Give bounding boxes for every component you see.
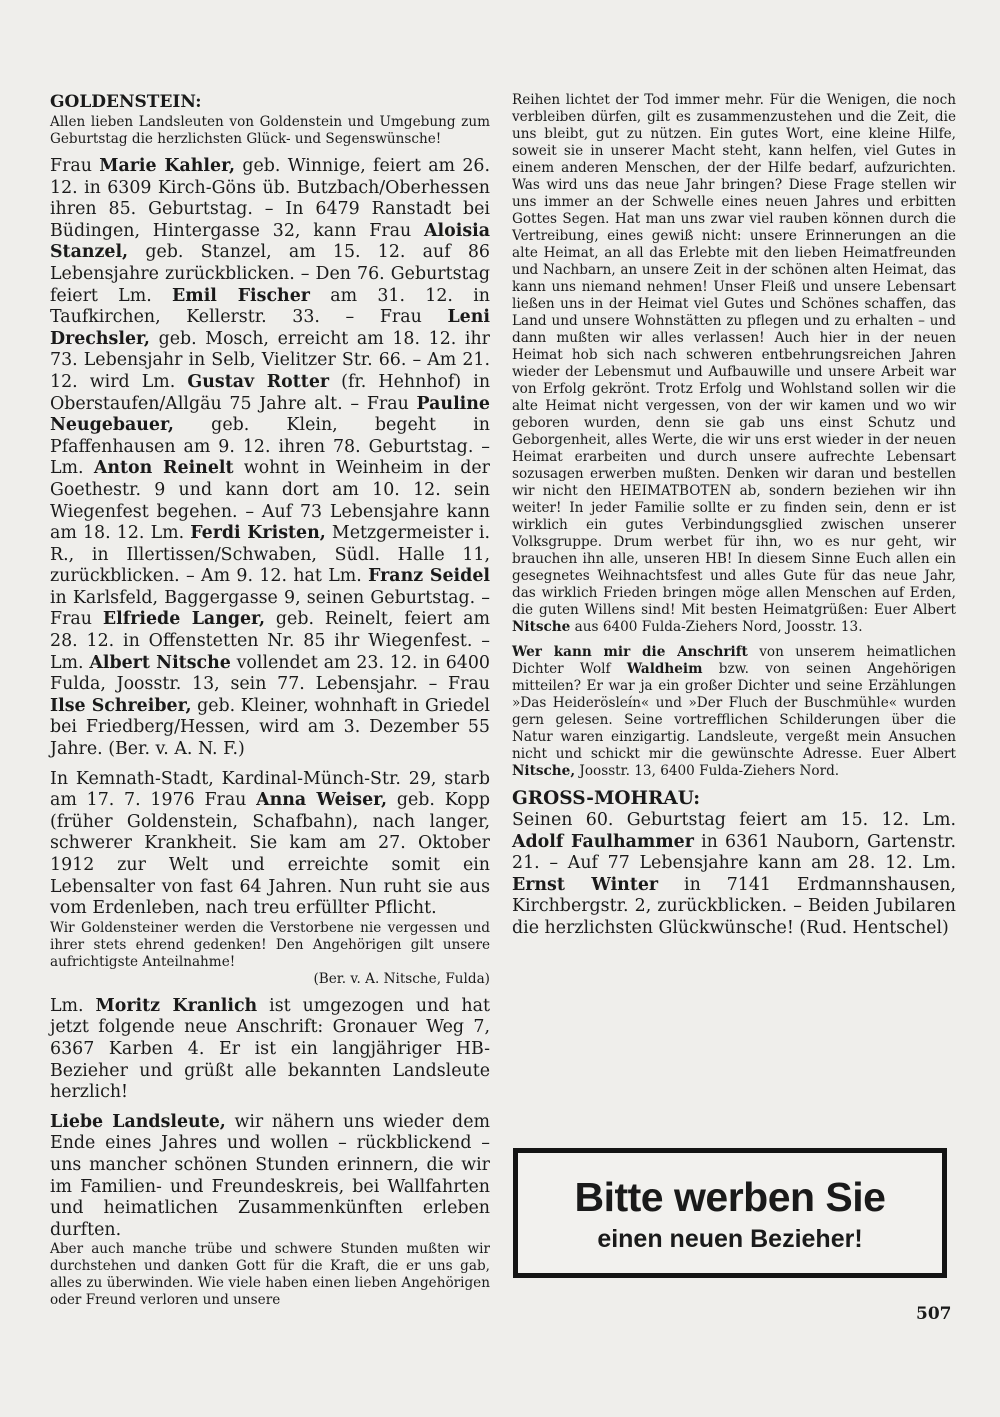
anschrift-name: Nitsche, bbox=[512, 763, 576, 779]
obituary-text: geb. Kopp (früher Goldenstein, Schafbahn), nach langer, schwerer Krankheit. Sie kam am 27. Oktober 1912 zur Welt und erreichte somit ein Lebensalter von fast 64 Jahren. Nun ruht sie aus vom Erdenleben, nach treu erfüllter Pflicht. bbox=[50, 790, 490, 919]
continuation-end: aus 6400 Fulda-Ziehers Nord, Joosstr. 13. bbox=[570, 619, 863, 635]
birthday-announcements bbox=[50, 156, 490, 761]
continuation-text bbox=[512, 92, 956, 636]
mohrau-body: in 6361 Nauborn, Gartenstr. 21. – Auf 77 Lebensjahre kann am 28. 12. Lm. bbox=[512, 831, 956, 874]
birthday-text: in Karlsfeld, Baggergasse 9, seinen Geburtstag. – Frau bbox=[50, 587, 490, 630]
birthday-text: (fr. Hehnhof) in Oberstaufen/Allgäu 75 Jahre alt. – Frau bbox=[50, 371, 491, 414]
birthday-text: geb. Stanzel, am 15. 12. auf 86 Lebensjahre zurückblicken. – Den 76. Geburtstag feiert Lm. bbox=[50, 242, 490, 306]
birthday-name: Elfriede Langer, bbox=[102, 609, 266, 630]
mohrau-heading: GROSS-MOHRAU: bbox=[512, 788, 701, 809]
continuation-name: Nitsche bbox=[512, 619, 571, 635]
birthday-text: Frau bbox=[50, 156, 100, 176]
birthday-text: wohnt in Weinheim in der Goethestr. 9 und kann dort am 10. 12. sein Wiegenfest begehen. – Auf 73 Lebensjahre kann am 18. 12. Lm. bbox=[50, 458, 490, 544]
birthday-name: Franz Seidel bbox=[368, 566, 490, 587]
birthday-name: Pauline Neugebauer, bbox=[50, 393, 490, 436]
birthday-name: Gustav Rotter bbox=[187, 371, 330, 392]
left-column bbox=[50, 92, 490, 1309]
birthday-name: Aloisia Stanzel, bbox=[50, 220, 490, 263]
goldenstein-intro: Allen lieben Landsleuten von Goldenstein und Umgebung zum Geburtstag die herzlichsten Glück- und Segenswünsche! bbox=[50, 114, 490, 147]
birthday-text: geb. Mosch, erreicht am 18. 12. ihr 73. Lebensjahr in Selb, Vielitzer Str. 66. – Am 21. 12. wird Lm. bbox=[50, 328, 490, 392]
liebe-small: Aber auch manche trübe und schwere Stunden mußten wir durchstehen und danken Gott für die Kraft, die er uns gab, alles zu überwinden. Wie viele haben einen lieben Angehörigen oder Freund verloren und unsere bbox=[50, 1241, 490, 1309]
moved-text: ist umgezogen und hat jetzt folgende neue Anschrift: Gronauer Weg 7, 6367 Karben 4. Er ist ein langjähriger HB-Bezieher und grüßt alle bekannten Landsleute herzlich! bbox=[50, 995, 490, 1103]
obituary-name: Anna Weiser, bbox=[256, 790, 388, 811]
ad-subtitle: einen neuen Bezieher! bbox=[597, 1225, 863, 1253]
birthday-text: geb. Reinelt, feiert am 28. 12. in Offenstetten Nr. 85 ihr Wiegenfest. – Lm. bbox=[50, 609, 490, 673]
goldenstein-heading: GOLDENSTEIN: bbox=[50, 92, 202, 112]
subscriber-ad-box bbox=[513, 1148, 947, 1278]
moved-text: Lm. bbox=[50, 995, 96, 1016]
anschrift-heading: Wer kann mir die Anschrift bbox=[512, 644, 748, 660]
mohrau-name: Ernst Winter bbox=[512, 874, 659, 895]
birthday-text: Metzgermeister i. R., in Illertissen/Schwaben, Südl. Halle 11, zurückblicken. – Am 9. 12. hat Lm. bbox=[50, 523, 490, 587]
birthday-name: Albert Nitsche bbox=[89, 652, 231, 673]
mohrau-body: Seinen 60. Geburtstag feiert am 15. 12. Lm. bbox=[512, 810, 956, 830]
anschrift-text: Joosstr. 13, 6400 Fulda-Ziehers Nord. bbox=[575, 763, 840, 779]
obituary bbox=[50, 769, 490, 920]
birthday-name: Ilse Schreiber, bbox=[50, 695, 192, 716]
anschrift-name: Waldheim bbox=[626, 661, 703, 677]
birthday-name: Marie Kahler, bbox=[99, 156, 236, 176]
anschrift-text: von unserem heimatlichen Dichter Wolf bbox=[512, 644, 956, 677]
ad-title: Bitte werben Sie bbox=[574, 1174, 886, 1220]
liebe-landsleute bbox=[50, 1112, 490, 1242]
birthday-text: am 31. 12. in Taufkirchen, Kellerstr. 33. – Frau bbox=[50, 285, 490, 328]
anschrift-request bbox=[512, 644, 956, 780]
birthday-name: Ferdi Kristen, bbox=[190, 523, 326, 544]
moved-notice bbox=[50, 996, 490, 1104]
birthday-text: geb. Kleiner, wohnhaft in Griedel bei Friedberg/Hessen, wird am 3. Dezember 55 Jahre. (Ber. v. A. N. F.) bbox=[50, 695, 490, 760]
mohrau-name: Adolf Faulhammer bbox=[512, 831, 694, 852]
birthday-text: geb. Klein, begeht in Pfaffenhausen am 9. 12. ihren 78. Geburtstag. – Lm. bbox=[50, 415, 490, 479]
liebe-heading: Liebe Landsleute, bbox=[50, 1111, 226, 1132]
birthday-name: Anton Reinelt bbox=[93, 458, 234, 479]
mohrau-text bbox=[512, 810, 956, 940]
continuation-body: Reihen lichtet der Tod immer mehr. Für die Wenigen, die noch verbleiben dürfen, gilt es zusammenzustehen und die Zeit, die uns bleibt, gut zu nützen. Ein gutes Wort, eine kleine Hilfe, soweit sie in unserer Macht steht, kann helfen, viel Gutes in einem anderen Menschen, der der Hilfe bedarf, aufzurichten. Was wird uns das neue Jahr bringen? Diese Frage stellen wir uns immer an der Schwelle eines neuen Jahres und erbitten Gottes Segen. Hat man uns zwar viel rauben können durch die Vertreibung, eines gewiß nicht: unsere Erinnerungen an die alte Heimat, an all das Erlebte mit den lieben Heimatfreunden und Nachbarn, an unsere Zeit in der schönen alten Heimat, das kann uns niemand nehmen! Unser Fleiß und unsere Lebensart ließen uns in der Heimat viel Gutes und Schönes schaffen, das Land und unsere Wohnstätten zu pflegen und zu erhalten – und dann mußten wir alles verlassen! Auch hier in der neuen Heimat hob sich nach schweren entbehrungsreichen Jahren wieder der Lebensmut und Aufbauwille und unsere Arbeit war von Erfolg gekrönt. Trotz Erfolg und Wohlstand sollen wir die alte Heimat nicht vergessen, von der wir kamen und wo wir geboren wurden, denn sie gab uns einst Schutz und Geborgenheit, alles Werte, die wir uns erst wieder in der neuen Heimat erarbeiten und durch unsere aufrechte Lebensart sozusagen erwerben mußten. Denken wir daran und bestellen wir nicht den HEIMATBOTEN ab, sondern beziehen wir ihn weiter! In jeder Familie sollte er zu finden sein, denn er ist wirklich ein gutes Verbindungsglied zwischen unserer Volksgruppe. Drum werbet für ihn, wo es nur geht, wir brauchen ihn alle, unseren HB! In diesem Sinne Euch allen ein gesegnetes Weihnachtsfest und alles Gute für das neue Jahr, das wirklich Frieden bringen möge allen Menschen auf Erden, die guten Willens sind! Mit besten Heimatgrüßen: Euer Albert bbox=[512, 92, 956, 618]
moved-name: Moritz Kranlich bbox=[95, 995, 258, 1016]
birthday-name: Leni Drechsler, bbox=[50, 307, 490, 349]
condolence: Wir Goldensteiner werden die Verstorbene nie vergessen und ihrer stets ehrend gedenken! Den Angehörigen gilt unsere aufrichtigste Anteilnahme! bbox=[50, 919, 490, 970]
birthday-text: geb. Winnige, feiert am 26. 12. in 6309 Kirch-Göns üb. Butzbach/Oberhessen ihren 85. Geburtstag. – In 6479 Ranstadt bei Büdingen, Hintergasse 32, kann Frau bbox=[50, 156, 490, 241]
condolence-credit: (Ber. v. A. Nitsche, Fulda) bbox=[313, 970, 490, 987]
mohrau-body: in 7141 Erdmannshausen, Kirchbergstr. 2, zurückblicken. – Beiden Jubilaren die herzlichsten Glückwünsche! (Rud. Hentschel) bbox=[512, 874, 956, 938]
obituary-text: In Kemnath-Stadt, Kardinal-Münch-Str. 29, starb am 17. 7. 1976 Frau bbox=[50, 768, 490, 811]
liebe-text: wir nähern uns wieder dem Ende eines Jahres und wollen – rückblickend – uns mancher schönen Stunden erinnern, die wir im Familien- und Freundeskreis, bei Wallfahrten und heimatlichen Zusammenkünften erleben durften. bbox=[50, 1111, 490, 1240]
page-number: 507 bbox=[916, 1304, 952, 1324]
right-column bbox=[512, 92, 956, 940]
birthday-text: vollendet am 23. 12. in 6400 Fulda, Joosstr. 13, sein 77. Lebensjahr. – Frau bbox=[50, 652, 490, 695]
anschrift-text: bzw. von seinen Angehörigen mitteilen? Er war ja ein großer Dichter und seine Erzählungen »Das Heiderösleín« und »Der Fluch der Buschmühle« wurden gern gelesen. Seine vortrefflichen Schilderungen über die Natur waren einzigartig. Landsleute, vergeßt mein Ansuchen nicht und schickt mir die gewünschte Adresse. Euer Albert bbox=[512, 661, 957, 762]
birthday-name: Emil Fischer bbox=[172, 285, 310, 306]
